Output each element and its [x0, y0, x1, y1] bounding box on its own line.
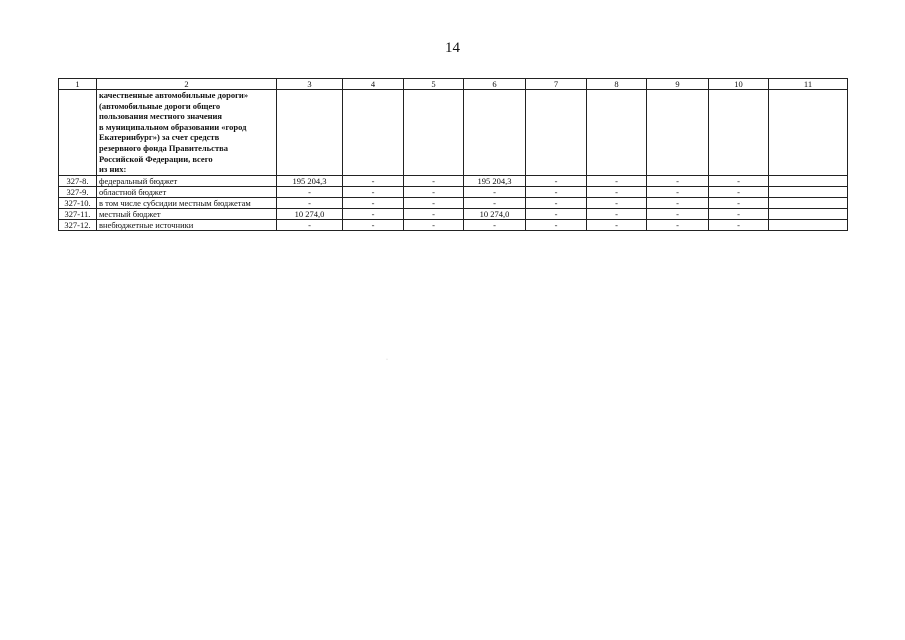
column-header: 1 — [59, 79, 97, 90]
value-cell: - — [709, 219, 769, 230]
value-cell: - — [404, 186, 464, 197]
value-cell: - — [709, 175, 769, 186]
table-row — [59, 208, 848, 219]
row-label: внебюджетные источники — [97, 219, 277, 230]
value-cell: - — [647, 186, 709, 197]
row-number: 327-9. — [59, 186, 97, 197]
row-label: федеральный бюджет — [97, 175, 277, 186]
value-cell: - — [709, 186, 769, 197]
value-cell — [769, 208, 848, 219]
value-cell: - — [404, 175, 464, 186]
description-line: резервного фонда Правительства — [99, 142, 228, 153]
intro-row — [59, 90, 848, 176]
value-cell: - — [526, 208, 587, 219]
value-cell: - — [526, 197, 587, 208]
value-cell: - — [647, 219, 709, 230]
value-cell: - — [343, 175, 404, 186]
empty-cell — [404, 90, 464, 176]
value-cell: - — [464, 219, 526, 230]
value-cell: - — [277, 186, 343, 197]
table-row — [59, 186, 848, 197]
value-cell: - — [647, 208, 709, 219]
column-header: 11 — [769, 79, 848, 90]
empty-cell — [587, 90, 647, 176]
value-cell: 10 274,0 — [464, 208, 526, 219]
value-cell — [769, 186, 848, 197]
value-cell: - — [709, 208, 769, 219]
table-body — [59, 90, 848, 231]
empty-cell — [464, 90, 526, 176]
value-cell — [769, 219, 848, 230]
column-header: 9 — [647, 79, 709, 90]
description-line: пользования местного значения — [99, 111, 223, 122]
value-cell: - — [277, 197, 343, 208]
value-cell: - — [647, 197, 709, 208]
empty-cell — [526, 90, 587, 176]
value-cell: - — [404, 197, 464, 208]
description-line: (автомобильные дороги общего — [99, 100, 221, 111]
value-cell: - — [343, 208, 404, 219]
value-cell: - — [404, 219, 464, 230]
page-number: 14 — [445, 40, 460, 56]
value-cell: - — [526, 186, 587, 197]
description-line: Екатеринбург») за счет средств — [99, 132, 220, 143]
value-cell: 10 274,0 — [277, 208, 343, 219]
row-number: 327-8. — [59, 175, 97, 186]
table-row — [59, 219, 848, 230]
value-cell: - — [587, 175, 647, 186]
value-cell: 195 204,3 — [277, 175, 343, 186]
empty-cell — [647, 90, 709, 176]
column-header: 10 — [709, 79, 769, 90]
value-cell: - — [587, 219, 647, 230]
column-header: 8 — [587, 79, 647, 90]
value-cell: - — [587, 186, 647, 197]
row-number: 327-10. — [59, 197, 97, 208]
empty-cell — [277, 90, 343, 176]
value-cell: - — [343, 219, 404, 230]
value-cell: - — [587, 197, 647, 208]
row-number: 327-11. — [59, 208, 97, 219]
description-line: Российской Федерации, всего — [99, 153, 213, 164]
column-header: 4 — [343, 79, 404, 90]
row-label: областной бюджет — [97, 186, 277, 197]
column-header: 5 — [404, 79, 464, 90]
value-cell: - — [526, 175, 587, 186]
empty-cell — [709, 90, 769, 176]
table-row — [59, 175, 848, 186]
column-header: 7 — [526, 79, 587, 90]
value-cell: - — [343, 197, 404, 208]
value-cell: - — [464, 197, 526, 208]
value-cell: - — [277, 219, 343, 230]
row-number: 327-12. — [59, 219, 97, 230]
value-cell — [769, 197, 848, 208]
value-cell: - — [404, 208, 464, 219]
value-cell: - — [464, 186, 526, 197]
description-line: качественные автомобильные дороги» — [99, 90, 249, 100]
scan-artifact: · — [386, 357, 388, 363]
column-header: 2 — [97, 79, 277, 90]
column-header: 3 — [277, 79, 343, 90]
value-cell: - — [647, 175, 709, 186]
empty-cell — [343, 90, 404, 176]
row-label: местный бюджет — [97, 208, 277, 219]
value-cell — [769, 175, 848, 186]
empty-cell — [769, 90, 848, 176]
row-number — [59, 90, 97, 176]
column-header: 6 — [464, 79, 526, 90]
value-cell: - — [709, 197, 769, 208]
intro-description — [97, 90, 277, 176]
table-header — [59, 79, 848, 90]
row-label: в том числе субсидии местным бюджетам — [97, 197, 277, 208]
value-cell: 195 204,3 — [464, 175, 526, 186]
description-line: в муниципальном образовании «город — [99, 121, 247, 132]
table-row — [59, 197, 848, 208]
column-number-row — [59, 79, 848, 90]
budget-table — [58, 78, 848, 231]
description-line: из них: — [99, 164, 127, 175]
value-cell: - — [526, 219, 587, 230]
value-cell: - — [343, 186, 404, 197]
value-cell: - — [587, 208, 647, 219]
